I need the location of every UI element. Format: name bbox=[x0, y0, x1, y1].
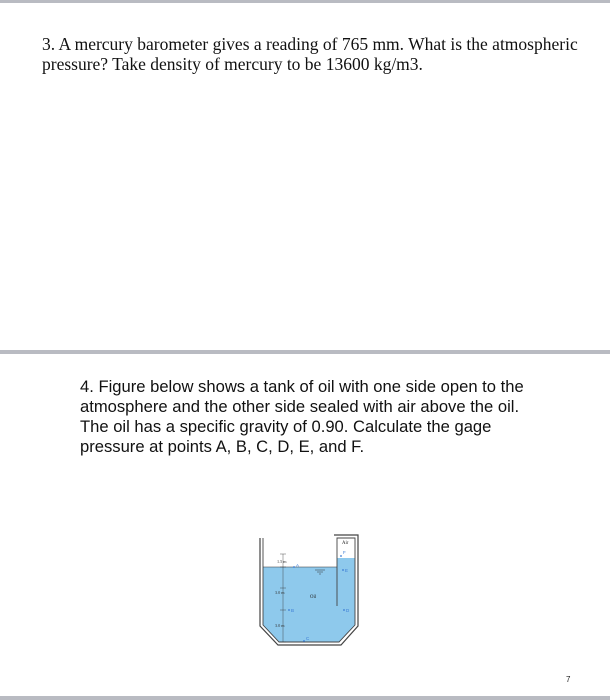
point-e-label: E bbox=[345, 568, 349, 573]
top-divider bbox=[0, 0, 610, 3]
point-f-marker bbox=[340, 555, 342, 557]
question-4-text: 4. Figure below shows a tank of oil with one side open to the atmosphere and the other side sealed with air above the oil. The oil has a specific gravity of 0.90. Calculate the gage pressure at points A, B, C, D, E, and F. bbox=[80, 377, 524, 456]
oil-label: Oil bbox=[310, 595, 317, 600]
oil-region bbox=[263, 558, 355, 642]
point-f-label: F bbox=[343, 550, 346, 555]
point-d-marker bbox=[343, 609, 345, 611]
dimension-label: 3.0 m bbox=[275, 590, 285, 595]
air-label: Air bbox=[342, 541, 349, 546]
question-3-text: 3. A mercury barometer gives a reading of 765 mm. What is the atmospheric pressure? Take density of mercury to be 13600 kg/m3. bbox=[42, 34, 578, 74]
page-number: 7 bbox=[566, 675, 571, 684]
point-b-marker bbox=[288, 609, 290, 611]
section-divider bbox=[0, 350, 610, 354]
point-a-label: A bbox=[296, 563, 300, 568]
point-d-label: D bbox=[346, 608, 350, 613]
point-b-label: B bbox=[291, 608, 295, 613]
point-c-label: C bbox=[306, 636, 310, 641]
point-a-marker bbox=[293, 566, 295, 568]
point-c-marker bbox=[303, 640, 305, 642]
bottom-divider bbox=[0, 696, 610, 700]
oil-tank-figure bbox=[255, 530, 360, 652]
dimension-label: 3.0 m bbox=[275, 623, 285, 628]
point-e-marker bbox=[342, 569, 344, 571]
dimension-label: 1.5 m bbox=[277, 559, 287, 564]
